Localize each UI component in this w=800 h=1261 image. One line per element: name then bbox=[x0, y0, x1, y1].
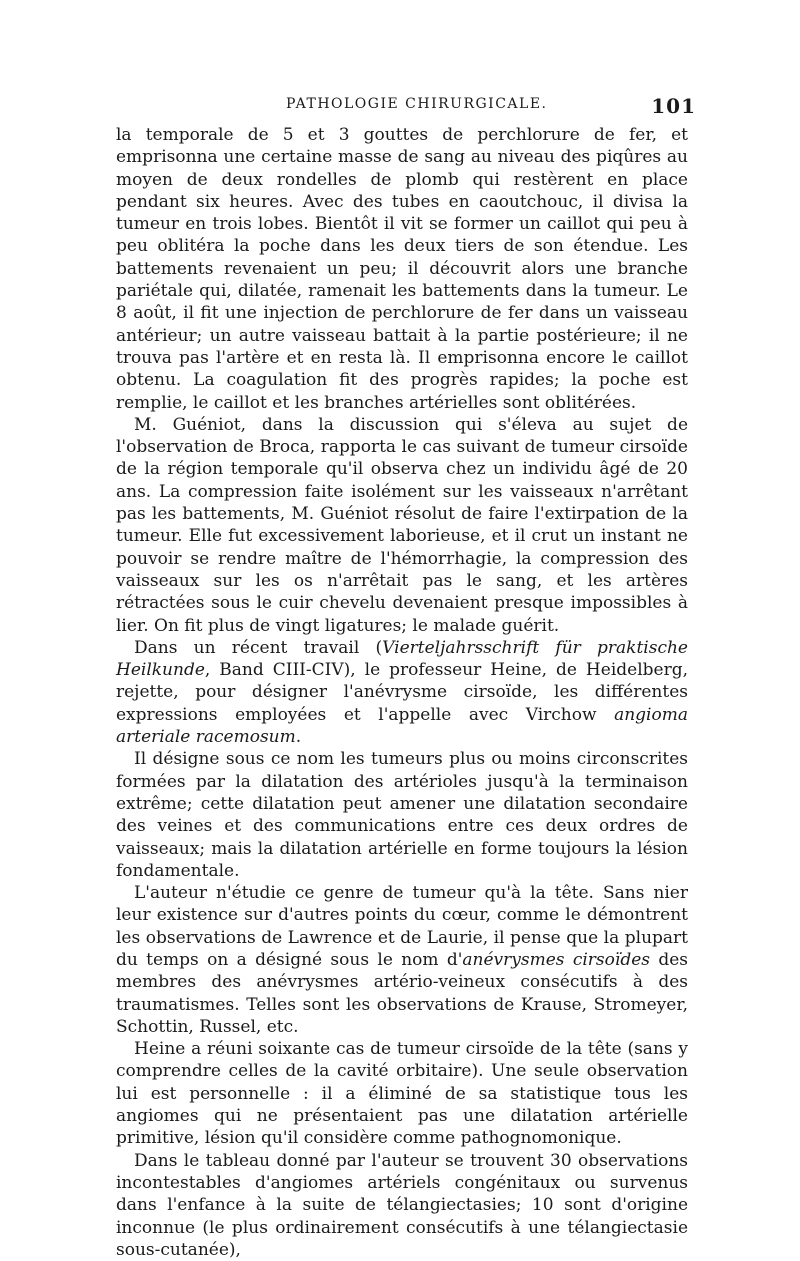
paragraph bbox=[116, 124, 688, 414]
paragraph bbox=[116, 1038, 688, 1149]
paragraph-text: L'auteur n'étudie ce genre de tumeur qu'à la tête. Sans nier leur existence sur d'autres points du cœur, comme le démontrent les observations de Lawrence et de Laurie, il pense que la plupart du temps on a désigné sous le nom d' bbox=[116, 883, 688, 970]
paragraph bbox=[116, 882, 688, 1038]
italic-citation: angioma arteriale racemosum bbox=[116, 704, 688, 748]
italic-citation: Vierteljahrsschrift für praktische Heilkunde bbox=[116, 637, 688, 681]
paragraph-text: Heine a réuni soixante cas de tumeur cirsoïde de la tête (sans y comprendre celles de la cavité orbitaire). Une seule observation lui est personnelle : il a éliminé de sa statistique tous les angiomes qui ne présentaient pas une dilatation artérielle primitive, lésion qu'il considère comme pathognomonique. bbox=[116, 1039, 688, 1149]
paragraph-text: la temporale de 5 et 3 gouttes de perchlorure de fer, et emprisonna une certaine masse de sang au niveau des piqûres au moyen de deux rondelles de plomb qui restèrent en place pendant six heures. Avec des tubes en caoutchouc, il divisa la tumeur en trois lobes. Bientôt il vit se former un caillot qui peu à peu oblitéra la poche dans les deux tiers de son étendue. Les battements revenaient un peu; il découvrit alors une branche pariétale qui, dilatée, ramenait les battements dans la tumeur. Le 8 août, il fit une injection de perchlorure de fer dans un vaisseau antérieur; un autre vaisseau battait à la partie postérieure; il ne trouva pas l'artère et en resta là. Il emprisonna encore le caillot obtenu. La coagulation fit des progrès rapides; la poche est remplie, le caillot et les branches artérielles sont oblitérées. bbox=[116, 125, 688, 413]
paragraph-text: Dans un récent travail ( bbox=[134, 637, 383, 658]
paragraph-text: Dans le tableau donné par l'auteur se trouvent 30 observations incontestables d'angiomes artériels congénitaux ou survenus dans l'enfance à la suite de télangiectasies; 10 sont d'origine inconnue (le plus ordinairement consécutifs à une télangiectasie sous-cutanée), bbox=[116, 1150, 688, 1260]
page-number: 101 bbox=[651, 94, 696, 118]
paragraph-text: Il désigne sous ce nom les tumeurs plus ou moins circonscrites formées par la dilatation des artérioles jusqu'à la terminaison extrême; cette dilatation peut amener une dilatation secondaire des veines et des communications entre ces deux ordres de vaisseaux; mais la dilatation artérielle en forme toujours la lésion fondamentale. bbox=[116, 749, 688, 881]
italic-citation: anévrysmes cirsoïdes bbox=[462, 949, 650, 970]
paragraph-text: , Band CIII-CIV), le professeur Heine, de Heidelberg, rejette, pour désigner l'anévrysme cirsoïde, les différentes expressions employées et l'appelle avec Virchow bbox=[116, 660, 688, 725]
page bbox=[116, 94, 696, 1261]
running-title: PATHOLOGIE CHIRURGICALE. bbox=[286, 96, 548, 112]
paragraph bbox=[116, 637, 688, 748]
paragraph bbox=[116, 1150, 688, 1261]
body-text bbox=[116, 124, 688, 1261]
paragraph-text: . bbox=[295, 727, 302, 748]
page-header bbox=[116, 94, 696, 124]
paragraph bbox=[116, 414, 688, 637]
paragraph-text: M. Guéniot, dans la discussion qui s'éleva au sujet de l'observation de Broca, rapporta le cas suivant de tumeur cirsoïde de la région temporale qu'il observa chez un individu âgé de 20 ans. La compression faite isolément sur les vaisseaux n'arrêtant pas les battements, M. Guéniot résolut de faire l'extirpation de la tumeur. Elle fut excessivement laborieuse, et il crut un instant ne pouvoir se rendre maître de l'hémorrhagie, la compression des vaisseaux sur les os n'arrêtait pas le sang, et les artères rétractées sous le cuir chevelu devenaient presque impossibles à lier. On fit plus de vingt ligatures; le malade guérit. bbox=[116, 414, 688, 636]
paragraph-text: des membres des anévrysmes artério-veineux consécutifs à des traumatismes. Telles sont les observations de Krause, Stromeyer, Schottin, Russel, etc. bbox=[116, 949, 688, 1037]
paragraph bbox=[116, 748, 688, 882]
